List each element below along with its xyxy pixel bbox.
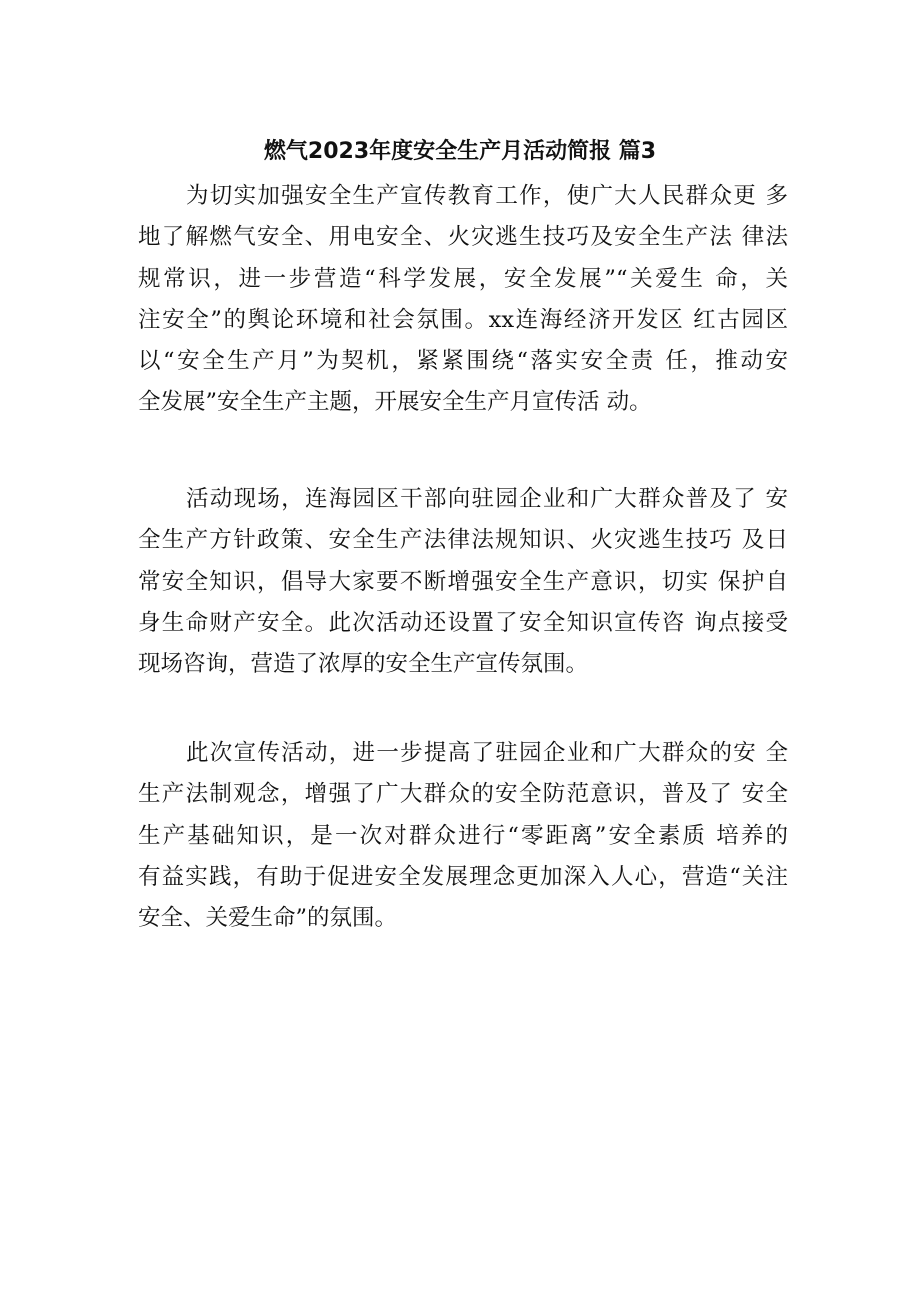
text-line: 身生命财产安全。此次活动还设置了安全知识宣传咨 询点接受 — [138, 609, 788, 636]
text-line: 全生产方针政策、安全生产法律法规知识、火灾逃生技巧 及日 — [138, 527, 788, 554]
text-line: 常安全知识，倡导大家要不断增强安全生产意识，切实 保护自 — [138, 568, 788, 595]
text-line: 现场咨询，营造了浓厚的安全生产宣传氛围。 — [138, 651, 589, 678]
text-line: 生产基础知识，是一次对群众进行“零距离”安全素质 培养的 — [138, 822, 788, 849]
text-line: 以“安全生产月”为契机，紧紧围绕“落实安全责 任，推动安 — [138, 348, 788, 375]
text-line: 全发展”安全生产主题，开展安全生产月宣传活 动。 — [138, 389, 652, 416]
text-line: 地了解燃气安全、用电安全、火灾逃生技巧及安全生产法 律法 — [138, 224, 788, 251]
text-line: 安全、关爱生命”的氛围。 — [138, 905, 398, 932]
document-title: 燃气2023年度安全生产月活动简报 篇3 — [263, 139, 657, 164]
text-line: 活动现场，连海园区干部向驻园企业和广大群众普及了 安 — [186, 486, 788, 512]
text-line: 规常识，进一步营造“科学发展，安全发展”“关爱生 命，关 — [138, 265, 788, 292]
text-line: 有益实践，有助于促进安全发展理念更加深入人心，营造“关注 — [138, 863, 788, 890]
paragraph-1 — [138, 176, 788, 424]
text-line: 此次宣传活动，进一步提高了驻园企业和广大群众的安 全 — [186, 740, 788, 766]
text-line: 生产法制观念，增强了广大群众的安全防范意识，普及了 安全 — [138, 781, 788, 808]
text-line: 为切实加强安全生产宣传教育工作，使广大人民群众更 多 — [186, 183, 788, 209]
paragraph-2 — [138, 479, 788, 685]
paragraph-3 — [138, 733, 788, 939]
text-line: 注安全”的舆论环境和社会氛围。xx连海经济开发区 红古园区 — [138, 306, 788, 333]
